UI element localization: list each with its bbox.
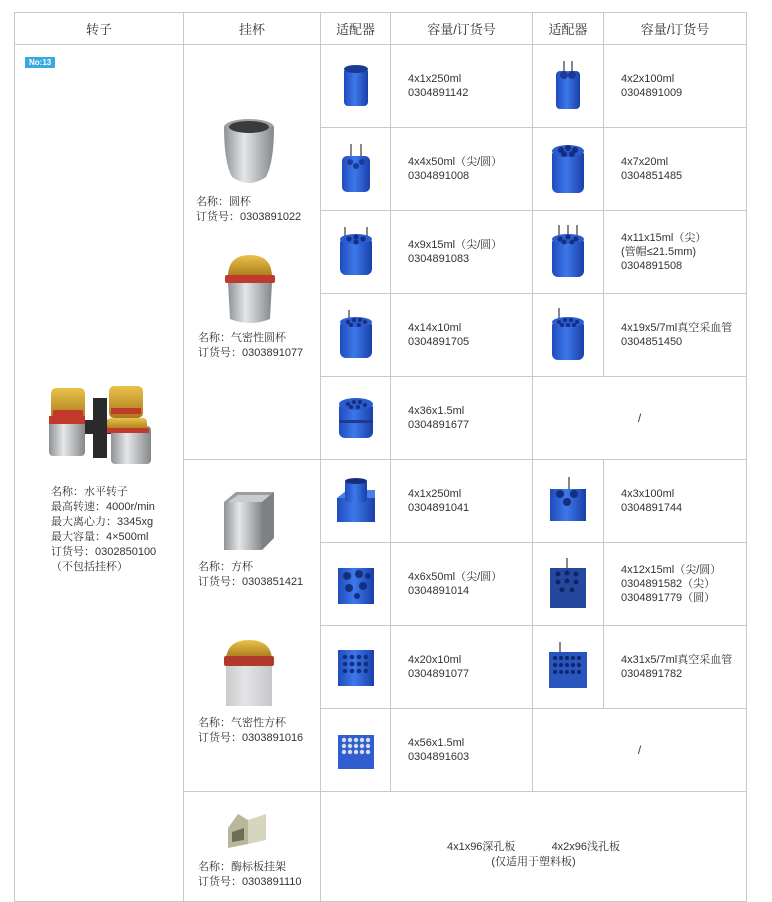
header-adapter-1: 适配器 [321,13,391,45]
round-adapter-b-5-empty: / [533,377,747,460]
sealed-square-cup-name: 名称：气密性方杯 [198,717,286,729]
adapter-image [321,377,391,460]
plate-deep: 4x1x96深孔板 [446,841,516,853]
sealed-round-cup-info [198,331,303,361]
adapter-image [321,709,391,792]
square-adapter-a-3: 4x20x10ml 0304891077 [391,626,533,709]
sealed-round-cup-name: 名称：气密性圆杯 [198,332,286,344]
square-adapter-a-2: 4x6x50ml（尖/圆） 0304891014 [391,543,533,626]
plate-holder-order: 订货号：0303891110 [198,876,302,888]
adapter-image [321,294,391,377]
header-capacity-1: 容量/订货号 [391,13,533,45]
adapter-image [533,45,604,128]
header-cup: 挂杯 [184,13,321,45]
square-adapter-b-2: 4x12x15ml（尖/圆） 0304891582（尖） 0304891779（圆） [604,543,747,626]
adapter-image [533,294,604,377]
round-adapter-a-2: 4x4x50ml（尖/圆） 0304891008 [391,128,533,211]
round-adapter-b-2: 4x7x20ml 0304851485 [604,128,747,211]
square-cup-name: 名称：方杯 [198,561,253,573]
adapter-image [321,543,391,626]
square-adapter-a-4: 4x56x1.5ml 0304891603 [391,709,533,792]
adapter-image [533,460,604,543]
round-adapter-a-4: 4x14x10ml 0304891705 [391,294,533,377]
plate-shallow: 4x2x96浅孔板 [551,841,621,853]
rotor-capacity: 最大容量：4×500ml [51,531,149,543]
round-adapter-b-4: 4x19x5/7ml真空采血管 0304851450 [604,294,747,377]
round-cup-info [196,195,301,225]
rotor-force: 最大离心力：3345xg [51,516,154,528]
adapter-image [321,460,391,543]
rotor-speed: 最高转速：4000r/min [51,501,155,513]
sealed-round-cup-order: 订货号：0303891077 [198,347,304,359]
rotor-info [51,485,181,575]
round-cup-cell [184,45,321,460]
product-table [14,12,747,902]
adapter-image [533,543,604,626]
rotor-note: （不包括挂杯） [51,561,128,573]
adapter-image [321,45,391,128]
plate-holder-image [224,808,270,854]
sealed-square-cup-order: 订货号：0303891016 [198,732,304,744]
round-adapter-b-1: 4x2x100ml 0304891009 [604,45,747,128]
model-badge: No:13 [25,57,55,68]
adapter-image [321,211,391,294]
square-cup-order: 订货号：0303851421 [198,576,304,588]
round-cup-order: 订货号：0303891022 [196,211,302,223]
plate-types [321,840,746,855]
round-cup-name: 名称：圆杯 [196,196,251,208]
adapter-image [533,128,604,211]
sealed-round-cup-image [222,251,278,327]
sealed-square-cup-info [198,716,303,746]
rotor-image [45,380,155,475]
header-capacity-2: 容量/订货号 [604,13,747,45]
rotor-name: 名称：水平转子 [51,486,128,498]
rotor-order: 订货号：0302850100 [51,546,157,558]
square-cup-image [220,490,278,556]
rotor-cell [15,45,184,902]
square-adapter-b-4-empty: / [533,709,747,792]
round-cup-image [222,117,276,189]
round-adapter-b-3: 4x11x15ml（尖） (管帽≤21.5mm) 0304891508 [604,211,747,294]
plate-info-cell [321,792,747,902]
adapter-image [321,128,391,211]
square-cup-info [198,560,303,590]
header-adapter-2: 适配器 [533,13,604,45]
square-adapter-a-1: 4x1x250ml 0304891041 [391,460,533,543]
round-adapter-a-1: 4x1x250ml 0304891142 [391,45,533,128]
sealed-square-cup-image [220,636,278,710]
round-adapter-a-3: 4x9x15ml（尖/圆） 0304891083 [391,211,533,294]
adapter-image [533,211,604,294]
header-row [15,13,747,45]
square-adapter-b-3: 4x31x5/7ml真空采血管 0304891782 [604,626,747,709]
plate-holder-name: 名称：酶标板挂架 [198,861,286,873]
square-adapter-b-1: 4x3x100ml 0304891744 [604,460,747,543]
adapter-image [321,626,391,709]
plate-holder-cell [184,792,321,902]
square-cup-cell [184,460,321,792]
plate-holder-info [198,860,302,890]
adapter-image [533,626,604,709]
header-rotor: 转子 [15,13,184,45]
plate-note: (仅适用于塑料板) [491,856,576,868]
round-adapter-a-5: 4x36x1.5ml 0304891677 [391,377,533,460]
